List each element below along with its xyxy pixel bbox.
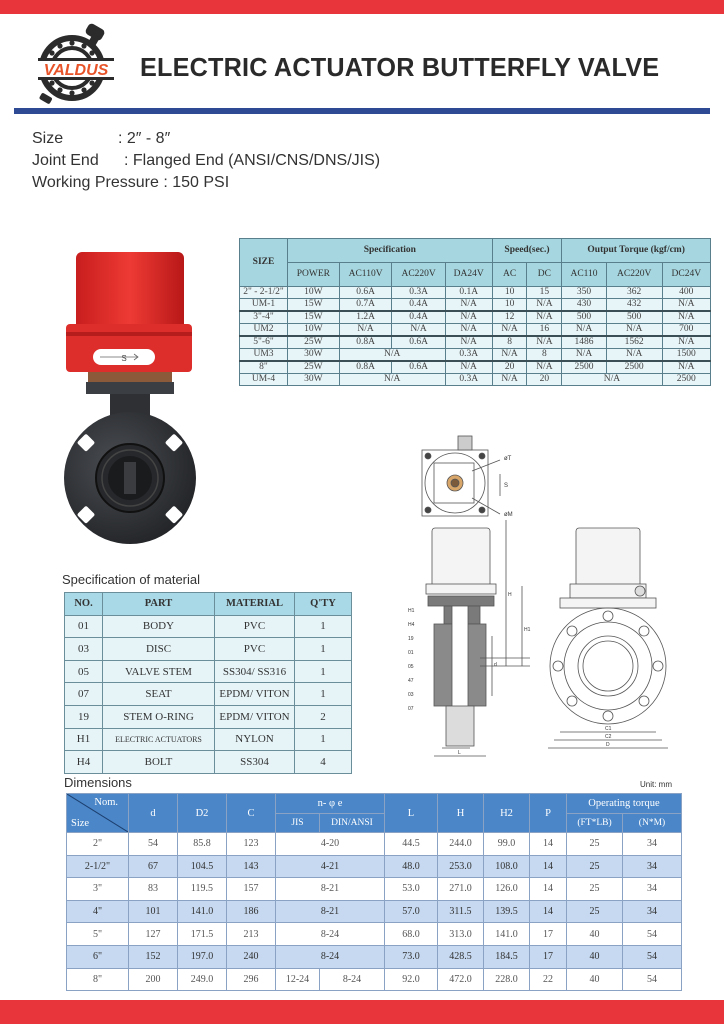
property-joint-end [32,150,380,172]
table-row [67,833,682,856]
property-value: : 150 PSI [163,174,230,191]
property-key: Working Pressure [32,174,159,191]
table-row [65,683,352,706]
cell-torque-ac220v: 2500 [606,361,662,374]
cell-ftlb: 40 [567,923,623,946]
cell-h2: 139.5 [484,900,530,923]
cell-da24v: 0.3A [445,349,492,362]
cell-l: 57.0 [385,900,438,923]
cell-n-phi-e: 4-21 [276,855,385,878]
cell-n-phi-e: 4-20 [276,833,385,856]
cell-qty: 1 [295,638,352,661]
property-key: Size [32,130,64,147]
label-phi-m: øM [504,512,513,518]
dimensions-section-title: Dimensions [64,775,132,790]
cell-qty: 1 [295,660,352,683]
cell-d2: 85.8 [178,833,227,856]
col-no: NO. [65,593,103,616]
cell-h: 271.0 [438,878,484,901]
cell-size: 6" [67,945,129,968]
cell-size: 4" [67,900,129,923]
header-size: Size [71,818,90,829]
cell-p: 14 [530,878,567,901]
cell-speed-ac: N/A [492,374,527,386]
cell-h: 311.5 [438,900,484,923]
cell-part: SEAT [103,683,215,706]
top-accent-bar [0,0,724,14]
cell-power: 10W [288,287,340,299]
cell-size: UM-1 [240,299,288,312]
cell-l: 73.0 [385,945,438,968]
cell-nm: 34 [623,900,682,923]
cell-speed-dc: N/A [527,361,562,374]
cell-torque-dc24v: 2500 [662,374,710,386]
cell-ftlb: 40 [567,968,623,991]
cell-jis: 12-24 [276,968,320,991]
cell-d: 101 [129,900,178,923]
cell-part: BODY [103,615,215,638]
col-nm: (N*M) [623,814,682,833]
cell-h: 253.0 [438,855,484,878]
cell-size: 5" [67,923,129,946]
callout-07: 07 [408,706,414,712]
cell-material: EPDM/ VITON [215,683,295,706]
col-jis: JIS [276,814,320,833]
cell-speed-dc: 8 [527,349,562,362]
cell-speed-dc: 16 [527,324,562,337]
cell-ac110v: 1.2A [339,311,392,324]
cell-n-phi-e: 8-21 [276,878,385,901]
cell-ac220v: 0.4A [392,299,445,312]
cell-da24v: 0.3A [445,374,492,386]
cell-d: 54 [129,833,178,856]
col-power: POWER [288,263,340,287]
label-phi-t: øT [504,456,512,462]
table-row [240,336,711,349]
cell-torque-ac110: 2500 [562,361,606,374]
cell-part: DISC [103,638,215,661]
cell-nm: 54 [623,968,682,991]
table-row [67,923,682,946]
dim-c2: C2 [605,734,612,740]
cell-d2: 104.5 [178,855,227,878]
product-properties [32,128,380,194]
cell-speed-dc: N/A [527,311,562,324]
cell-torque-merged: N/A [562,374,662,386]
callout-05: 05 [408,664,414,670]
cell-d: 83 [129,878,178,901]
col-ac110v: AC110V [339,263,392,287]
group-speed: Speed(sec.) [492,239,562,263]
cell-power: 30W [288,349,340,362]
cell-c: 186 [227,900,276,923]
cell-power: 15W [288,311,340,324]
cell-speed-ac: N/A [492,324,527,337]
cell-d2: 119.5 [178,878,227,901]
col-speed-dc: DC [527,263,562,287]
cell-size: 3"-4" [240,311,288,324]
table-row [240,349,711,362]
cell-h2: 108.0 [484,855,530,878]
cell-speed-dc: N/A [527,299,562,312]
cell-power: 25W [288,361,340,374]
col-h2: H2 [484,794,530,833]
table-row [67,855,682,878]
col-n-phi-e: n- φ e [276,794,385,814]
dim-d: d [494,662,497,668]
dim-c1: C1 [605,726,612,732]
col-c: C [227,794,276,833]
cell-ac220v: 0.6A [392,361,445,374]
dim-d-outer: D [606,742,610,748]
col-ac220v: AC220V [392,263,445,287]
callout-01: 01 [408,650,414,656]
cell-ac220v: 0.3A [392,287,445,299]
top-view-drawing [422,436,500,516]
property-key: Joint End [32,152,99,169]
cell-size: 2" [67,833,129,856]
cell-torque-dc24v: N/A [662,299,710,312]
cell-torque-ac110: 1486 [562,336,606,349]
col-d: d [129,794,178,833]
table-row [65,660,352,683]
cell-size: UM3 [240,349,288,362]
cell-ac-merged: N/A [339,349,445,362]
table-row [67,945,682,968]
cell-d2: 141.0 [178,900,227,923]
cell-h2: 141.0 [484,923,530,946]
cell-material: SS304 [215,751,295,774]
cell-p: 22 [530,968,567,991]
cell-material: NYLON [215,728,295,751]
cell-speed-ac: 20 [492,361,527,374]
header-nom: Nom. [94,797,118,808]
cell-d: 152 [129,945,178,968]
cell-size: UM2 [240,324,288,337]
col-d2: D2 [178,794,227,833]
table-row [67,968,682,991]
cell-l: 68.0 [385,923,438,946]
col-size: SIZE [240,239,288,287]
col-da24v: DA24V [445,263,492,287]
cell-no: H4 [65,751,103,774]
cell-size: 5"-6" [240,336,288,349]
callout-h4: H4 [408,622,415,628]
cell-speed-dc: 20 [527,374,562,386]
cell-c: 123 [227,833,276,856]
cell-n-phi-e: 8-21 [276,900,385,923]
valdus-logo [34,22,118,106]
cell-h: 313.0 [438,923,484,946]
group-specification: Specification [288,239,493,263]
cell-torque-ac220v: N/A [606,324,662,337]
cell-power: 10W [288,324,340,337]
cell-torque-ac220v: 500 [606,311,662,324]
dim-l: L [458,750,461,756]
col-din-ansi: DIN/ANSI [320,814,385,833]
cell-torque-ac220v: 1562 [606,336,662,349]
table-row [67,900,682,923]
cell-speed-ac: 12 [492,311,527,324]
table-row [65,705,352,728]
cell-ac110v: 0.6A [339,287,392,299]
cell-speed-dc: 15 [527,287,562,299]
callout-47: 47 [408,678,414,684]
cell-torque-dc24v: 1500 [662,349,710,362]
dim-h1: H1 [524,627,531,633]
direction-indicator: S [121,354,127,363]
side-section-drawing [426,520,530,756]
cell-nm: 34 [623,833,682,856]
cell-ac220v: N/A [392,324,445,337]
cell-no: H1 [65,728,103,751]
cell-p: 14 [530,900,567,923]
cell-l: 53.0 [385,878,438,901]
table-row [240,311,711,324]
cell-qty: 2 [295,705,352,728]
cell-p: 14 [530,855,567,878]
cell-qty: 1 [295,683,352,706]
cell-nm: 54 [623,923,682,946]
cell-ftlb: 25 [567,878,623,901]
cell-size: UM-4 [240,374,288,386]
cell-d2: 249.0 [178,968,227,991]
cell-nm: 54 [623,945,682,968]
cell-no: 07 [65,683,103,706]
cell-h2: 228.0 [484,968,530,991]
cell-qty: 4 [295,751,352,774]
col-torque-ac220v: AC220V [606,263,662,287]
cell-h2: 99.0 [484,833,530,856]
actuator-housing [66,252,192,382]
cell-torque-ac110: N/A [562,324,606,337]
cell-nm: 34 [623,878,682,901]
cell-size: 2" - 2-1/2" [240,287,288,299]
bottom-accent-bar [0,1000,724,1024]
dim-h: H [508,592,512,598]
cell-ac-merged: N/A [339,374,445,386]
property-value: : 2″ - 8″ [118,130,171,147]
cell-material: EPDM/ VITON [215,705,295,728]
cell-d: 200 [129,968,178,991]
cell-da24v: N/A [445,361,492,374]
cell-d2: 171.5 [178,923,227,946]
cell-ftlb: 25 [567,855,623,878]
cell-p: 14 [530,833,567,856]
property-size [32,128,380,150]
unit-label: Unit: mm [640,780,672,789]
cell-torque-ac220v: 362 [606,287,662,299]
cell-power: 25W [288,336,340,349]
cell-l: 48.0 [385,855,438,878]
col-operating-torque: Operating torque [567,794,682,814]
cell-part: BOLT [103,751,215,774]
group-output-torque: Output Torque (kgf/cm) [562,239,711,263]
cell-ac220v: 0.6A [392,336,445,349]
cell-speed-ac: 10 [492,287,527,299]
cell-torque-dc24v: 700 [662,324,710,337]
cell-no: 19 [65,705,103,728]
col-torque-dc24v: DC24V [662,263,710,287]
table-row [240,324,711,337]
cell-l: 92.0 [385,968,438,991]
cell-d2: 197.0 [178,945,227,968]
cell-material: PVC [215,615,295,638]
dimensions-table [66,793,682,991]
cell-no: 03 [65,638,103,661]
cell-no: 01 [65,615,103,638]
cell-size: 3" [67,878,129,901]
material-section-title: Specification of material [62,572,201,587]
cell-torque-dc24v: N/A [662,361,710,374]
table-row [240,361,711,374]
cell-n-phi-e: 8-24 [276,923,385,946]
cell-h: 244.0 [438,833,484,856]
technical-drawings [400,426,700,766]
cell-c: 157 [227,878,276,901]
col-speed-ac: AC [492,263,527,287]
cell-torque-ac110: N/A [562,349,606,362]
cell-torque-ac110: 430 [562,299,606,312]
cell-part: VALVE STEM [103,660,215,683]
col-l: L [385,794,438,833]
cell-din-ansi: 8-24 [320,968,385,991]
cell-p: 17 [530,945,567,968]
cell-nm: 34 [623,855,682,878]
cell-ac110v: N/A [339,324,392,337]
cell-torque-ac110: 500 [562,311,606,324]
cell-speed-ac: 8 [492,336,527,349]
table-row [67,878,682,901]
cell-torque-dc24v: N/A [662,311,710,324]
cell-torque-dc24v: 400 [662,287,710,299]
col-h: H [438,794,484,833]
cell-torque-ac110: 350 [562,287,606,299]
callout-03: 03 [408,692,414,698]
cell-size: 2-1/2" [67,855,129,878]
cell-power: 15W [288,299,340,312]
cell-da24v: 0.1A [445,287,492,299]
table-row [65,728,352,751]
callout-19: 19 [408,636,414,642]
cell-size: 8" [240,361,288,374]
cell-l: 44.5 [385,833,438,856]
cell-speed-ac: N/A [492,349,527,362]
cell-h2: 184.5 [484,945,530,968]
cell-h: 472.0 [438,968,484,991]
cell-ac220v: 0.4A [392,311,445,324]
valve-body [64,382,196,544]
table-row [65,615,352,638]
cell-c: 213 [227,923,276,946]
cell-c: 143 [227,855,276,878]
table-row [65,751,352,774]
cell-ftlb: 25 [567,833,623,856]
cell-c: 240 [227,945,276,968]
cell-no: 05 [65,660,103,683]
cell-speed-dc: N/A [527,336,562,349]
cell-d: 67 [129,855,178,878]
cell-ac110v: 0.8A [339,361,392,374]
callout-h1: H1 [408,608,415,614]
col-ftlb: (FT*LB) [567,814,623,833]
cell-part: ELECTRIC ACTUATORS [103,728,215,751]
cell-p: 17 [530,923,567,946]
cell-material: PVC [215,638,295,661]
cell-part: STEM O-RING [103,705,215,728]
cell-speed-ac: 10 [492,299,527,312]
cell-material: SS304/ SS316 [215,660,295,683]
cell-d: 127 [129,923,178,946]
cell-torque-ac220v: 432 [606,299,662,312]
cell-qty: 1 [295,728,352,751]
cell-power: 30W [288,374,340,386]
cell-h: 428.5 [438,945,484,968]
product-photo [58,246,198,546]
cell-torque-ac220v: N/A [606,349,662,362]
cell-torque-dc24v: N/A [662,336,710,349]
cell-da24v: N/A [445,311,492,324]
table-row [240,287,711,299]
material-table [64,592,352,774]
header-divider [14,108,710,114]
col-torque-ac110: AC110 [562,263,606,287]
col-part: PART [103,593,215,616]
front-view-drawing [548,528,668,748]
specification-table [239,238,711,386]
label-s: S [504,483,509,489]
cell-ac110v: 0.8A [339,336,392,349]
cell-da24v: N/A [445,299,492,312]
page-title: ELECTRIC ACTUATOR BUTTERFLY VALVE [140,52,660,82]
table-row [240,374,711,386]
cell-qty: 1 [295,615,352,638]
cell-h2: 126.0 [484,878,530,901]
col-qty: Q'TY [295,593,352,616]
property-value: : Flanged End (ANSI/CNS/DNS/JIS) [124,152,381,169]
cell-da24v: N/A [445,324,492,337]
cell-size: 8" [67,968,129,991]
cell-ftlb: 25 [567,900,623,923]
cell-ac110v: 0.7A [339,299,392,312]
cell-n-phi-e: 8-24 [276,945,385,968]
cell-da24v: N/A [445,336,492,349]
col-p: P [530,794,567,833]
property-working-pressure [32,172,380,194]
col-nom-size [67,794,129,833]
cell-c: 296 [227,968,276,991]
col-material: MATERIAL [215,593,295,616]
cell-ftlb: 40 [567,945,623,968]
table-row [240,299,711,312]
logo-text: VALDUS [43,62,109,79]
table-row [65,638,352,661]
